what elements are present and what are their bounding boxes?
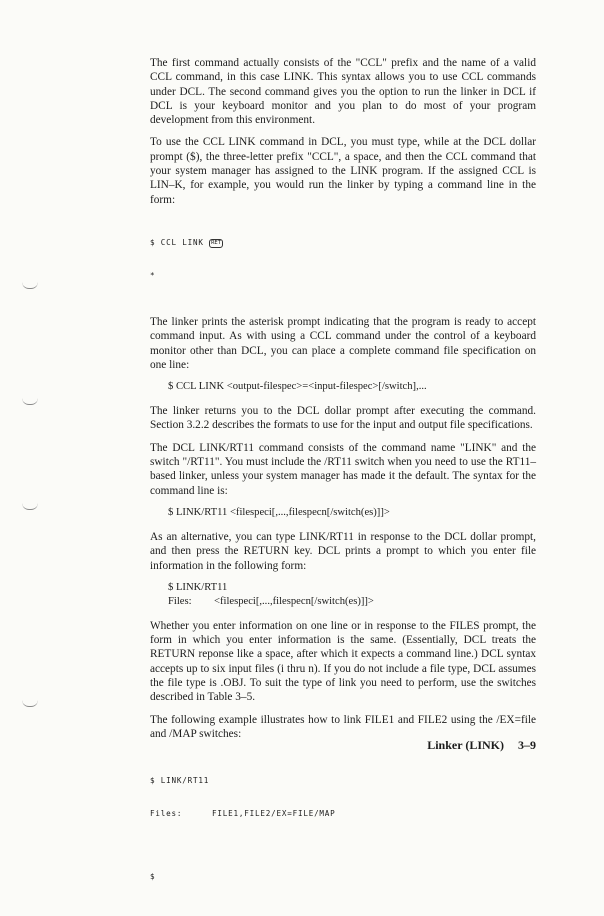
code-line: *	[150, 270, 156, 280]
files-value: <filespeci[,...,filespecn[/switch(es)]]>	[214, 595, 374, 607]
page-body	[150, 56, 536, 916]
paragraph: The linker prints the asterisk prompt indicating that the program is ready to accept command input. As with using a CCL command under the control of a keyboard monitor other than DCL, you can place a complete command file specification on one line:	[150, 315, 536, 371]
paragraph: Whether you enter information on one line or in response to the FILES prompt, the form in which you enter information is the same. (Essentially, DCL treats the RETURN reponse like a space, after which it expects a command line.) DCL syntax accepts up to six input files (i thru n). If you do not include a file type, DCL assumes the file type is .OBJ. To suit the type of link you need to perform, use the switches described in Table 3–5.	[150, 619, 536, 704]
margin-mark	[22, 700, 38, 707]
files-label: Files:	[168, 595, 192, 607]
paragraph: The following example illustrates how to link FILE1 and FILE2 using the /EX=file and /MAP switches:	[150, 713, 536, 740]
paragraph: To use the CCL LINK command in DCL, you must type, while at the DCL dollar prompt ($), the three-letter prefix "CCL", a space, and then the CCL command that your system manager has assigned to the LINK program. If the assigned CCL is LIN–K, for example, you would run the linker by typing a command line in the form:	[150, 136, 536, 206]
margin-mark	[22, 503, 38, 510]
command-syntax: $ LINK/RT11 <filespeci[,...,filespecn[/switch(es)]]>	[168, 506, 390, 518]
code-example	[150, 753, 536, 904]
code-line: FILE1,FILE2/EX=FILE/MAP	[212, 809, 336, 819]
paragraph: The linker returns you to the DCL dollar prompt after executing the command. Section 3.2.2 describes the formats to use for the input and output file specifications.	[150, 405, 536, 432]
command-syntax: $ CCL LINK <output-filespec>=<input-filespec>[/switch],...	[168, 381, 427, 393]
margin-mark	[22, 398, 38, 405]
code-line: $ CCL LINK	[150, 237, 204, 247]
footer-title: Linker (LINK)	[427, 738, 504, 752]
margin-mark	[22, 282, 38, 289]
code-line: $ LINK/RT11	[150, 776, 210, 786]
page-footer	[427, 738, 536, 753]
files-form	[168, 581, 536, 609]
code-example	[150, 215, 536, 303]
files-label: Files:	[150, 809, 183, 819]
page-number: 3–9	[518, 738, 536, 752]
paragraph: The DCL LINK/RT11 command consists of the command name "LINK" and the switch "/RT11". You must include the /RT11 switch when you need to use the RT11–based linker, unless your system manager has made it the default. The syntax for the command line is:	[150, 441, 536, 497]
code-line: $	[150, 872, 156, 882]
paragraph: The first command actually consists of the "CCL" prefix and the name of a valid CCL command, in this case LINK. This syntax allows you to use CCL commands under DCL. The second command gives you the option to run the linker in DCL if DCL is your keyboard monitor and you plan to do most of your program development from this environment.	[150, 57, 536, 127]
paragraph: As an alternative, you can type LINK/RT11 in response to the DCL dollar prompt, and then press the RETURN key. DCL prints a prompt to which you enter file information in the following form:	[150, 530, 536, 572]
files-form-line: $ LINK/RT11	[168, 581, 228, 593]
return-key-icon: RET	[211, 239, 222, 246]
